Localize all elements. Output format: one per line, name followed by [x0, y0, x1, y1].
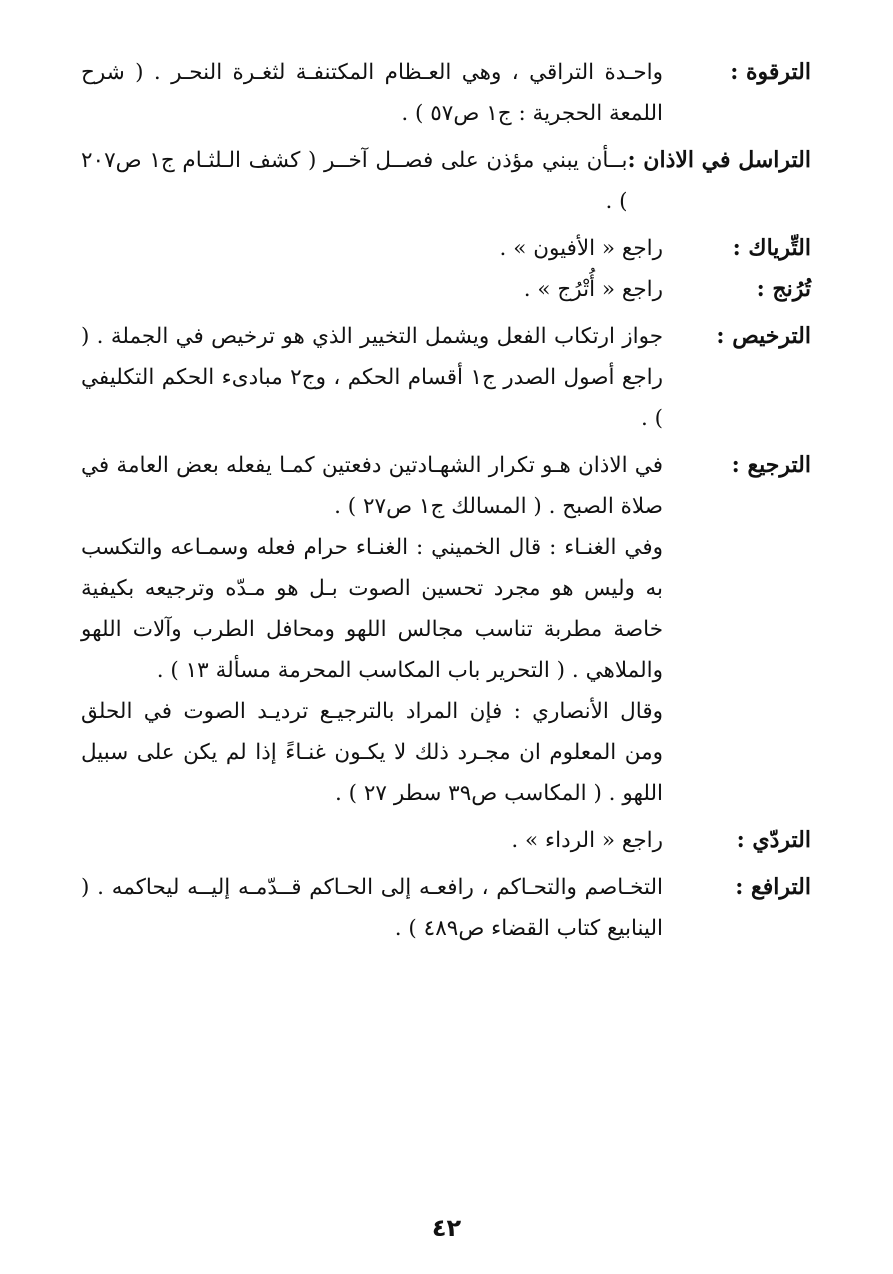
entry-definition: [81, 445, 663, 814]
entry-tarafu: [81, 867, 811, 949]
definition-paragraph: وقال الأنصاري : فإن المراد بالترجيـع ترديـد الصوت في الحلق ومن المعلوم ان مجـرد ذلك لا يكـون غنـاءً إذا لم يكن على سبيل اللهو . ( المكاسب ص٣٩ سطر ٢٧ ) .: [81, 699, 663, 806]
entry-term: الترقوة :: [730, 59, 811, 85]
entry-taraquwa: [81, 52, 811, 134]
dictionary-page: [81, 52, 811, 955]
definition-paragraph: بــأن يبني مؤذن على فصــل آخــر ( كشف الـلثـام ج١ ص٢٠٧ ) .: [81, 148, 628, 214]
definition-paragraph: واحـدة التراقي ، وهي العـظام المكتنفـة لثغـرة النحـر . ( شرح اللمعة الحجرية : ج١ ص٥٧ ) .: [81, 60, 663, 126]
entry-term: تُرُنج :: [756, 276, 811, 302]
definition-paragraph: راجع « أُتْرُج » .: [523, 277, 663, 302]
entry-definition: [81, 140, 628, 222]
definition-paragraph: راجع « الرداء » .: [511, 828, 663, 853]
page-number: ٤٢: [431, 1214, 462, 1242]
entry-taraddi: [81, 820, 811, 861]
definition-paragraph: في الاذان هـو تكرار الشهـادتين دفعتين كمـا يفعله بعض العامة في صلاة الصبح . ( المسالك ج١ ص٢٧ ) .: [81, 453, 663, 519]
definition-paragraph: جواز ارتكاب الفعل ويشمل التخيير الذي هو ترخيص في الجملة . ( راجع أصول الصدر ج١ أقسام الحكم ، وج٢ مبادىء الحكم التكليفي ) .: [81, 324, 664, 431]
entry-term: التِّرياك :: [732, 235, 811, 261]
entry-turunj: [81, 269, 811, 310]
entry-tarkhis: [81, 316, 811, 439]
entry-term: التردّي :: [736, 827, 811, 853]
definition-paragraph: التخـاصم والتحـاكم ، رافعـه إلى الحـاكم قــدّمـه إليــه ليحاكمه . ( الينابيع كتاب القضاء ص٤٨٩ ) .: [81, 875, 663, 941]
entry-definition: [81, 269, 663, 310]
entry-tarasul-fil-adhan: [81, 140, 811, 222]
entry-term: الترخيص :: [716, 323, 811, 349]
entry-definition: [81, 867, 663, 949]
entry-definition: [81, 228, 663, 269]
entry-definition: [81, 52, 663, 134]
definition-paragraph: وفي الغنـاء : قال الخميني : الغنـاء حرام فعله وسمـاعه والتكسب به وليس هو مجرد تحسين الصوت بـل هو مـدّه وترجيعه بكيفية خاصة مطربة تناسب مجالس اللهو ومحافل الطرب وآلات اللهو والملاهي . ( التحرير باب المكاسب المحرمة مسألة ١٣ ) .: [81, 535, 663, 683]
entry-tarji: [81, 445, 811, 814]
definition-paragraph: راجع « الأفيون » .: [499, 236, 663, 261]
entry-tiryak: [81, 228, 811, 269]
entry-term: الترجيع :: [731, 452, 811, 478]
entry-definition: [81, 820, 663, 861]
entry-term: الترافع :: [735, 874, 811, 900]
entry-term: التراسل في الاذان :: [627, 147, 811, 173]
entry-definition: [81, 316, 663, 439]
